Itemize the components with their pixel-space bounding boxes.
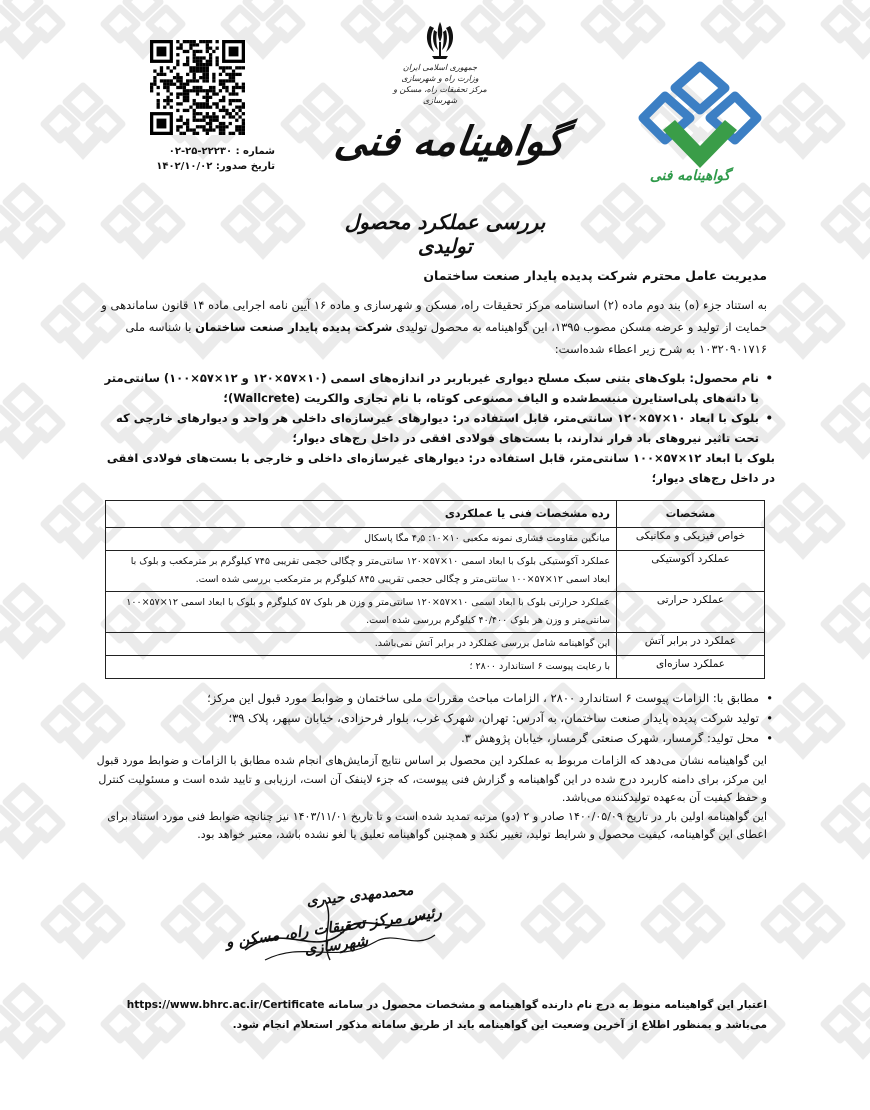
row-value: میانگین مقاومت فشاری نمونه مکعبی ۱۰×۱۰: ۴٫۵ مگا پاسکال <box>106 528 617 551</box>
ministry-line: وزارت راه و شهرسازی <box>401 74 479 83</box>
watermark-tile <box>580 0 666 66</box>
row-value: این گواهینامه شامل بررسی عملکرد در برابر آتش نمی‌باشد. <box>106 633 617 656</box>
watermark-tile <box>760 480 846 566</box>
watermark-tile <box>820 0 870 66</box>
signatory-name: محمدمهدی حیدری <box>305 882 415 910</box>
watermark-tile <box>100 180 186 266</box>
bullet-production-site: • محل تولید: گرمسار، شهرک صنعتی گرمسار، خیابان پژوهش ۳. <box>95 728 775 748</box>
watermark-tile <box>700 0 786 66</box>
table-row <box>106 528 765 551</box>
page-subtitle: بررسی عملکرد محصول تولیدی <box>344 210 546 258</box>
date-value: ۱۴۰۲/۱۰/۰۲ <box>156 161 213 172</box>
intro-paragraph <box>95 294 767 360</box>
row-label: عملکرد حرارتی <box>617 592 765 633</box>
row-value: عملکرد آکوستیکی بلوک با ابعاد اسمی ۱۰×۵۷×۱۲۰ سانتی‌متر و چگالی حجمی تقریبی ۷۴۵ کیلوگرم بر مترمکعب و بلوک با ابعاد اسمی ۱۲×۵۷×۱۰۰ سانتی‌متر و چگالی حجمی تقریبی ۸۴۵ کیلوگرم بر مترمکعب بررسی شده است. <box>106 551 617 592</box>
note-paragraph: این گواهینامه نشان می‌دهد که الزامات مربوط به عملکرد این محصول بر اساس نتایج آزمایش‌های انجام شده مطابق با الزامات و ضوابط مورد قبول این مرکز، برای دامنه کاربرد درج شده در این گواهینامه و گزارش فنی پیوست، که جزء لاینفک آن است، ارزیابی و تایید شده است و مسئولیت کنترل و حفظ کیفیت آن به‌عهده تولیدکننده می‌باشد. <box>96 754 767 804</box>
bullet-product-name: • نام محصول: بلوک‌های بتنی سبک مسلح دیواری غیرباربر در اندازه‌های اسمی (۱۰×۵۷×۱۲۰ و ۱۲×۵۷×۱۰۰) سانتی‌متر با دانه‌های پلی‌استایرن منبسط‌شده و الیاف مصنوعی کوتاه، با نام تجاری والکریت (Wallcrete)؛ <box>95 368 775 408</box>
logo-caption: گواهینامه فنی <box>649 168 731 184</box>
row-label: خواص فیزیکی و مکانیکی <box>617 528 765 551</box>
watermark-tile <box>340 0 426 66</box>
table-header-class: رده مشخصات فنی یا عملکردی <box>106 501 617 528</box>
watermark-tile <box>0 380 66 466</box>
certificate-logo-icon <box>635 58 765 178</box>
table-row <box>106 633 765 656</box>
watermark-tile <box>760 880 846 966</box>
notes <box>95 752 767 845</box>
note-paragraph: این گواهینامه اولین بار در تاریخ ۱۴۰۰/۰۵/۰۹ صادر و ۲ (دو) مرتبه تمدید شده است و تا تاریخ ۱۴۰۳/۱۱/۰۱ نیز چنانچه ضوابط فنی مورد استناد برای اعطای این گواهینامه، کیفیت محصول و شرایط تولید، تغییر نکند و همچنین گواهینامه تعلیق یا لغو نشده باشد، معتبر خواهد بود. <box>107 809 767 841</box>
ministry-line: مرکز تحقیقات راه، مسکن و شهرسازی <box>393 85 487 105</box>
table-row <box>106 551 765 592</box>
number-label: شماره : <box>235 146 275 157</box>
certificate-url-link[interactable]: https://www.bhrc.ac.ir/Certificate <box>126 999 325 1011</box>
watermark-tile <box>0 0 66 66</box>
watermark-tile <box>820 980 870 1066</box>
watermark-tile <box>640 880 726 966</box>
watermark-tile <box>220 180 306 266</box>
bullet-producer: • تولید شرکت پدیده پایدار صنعت ساختمان، به آدرس: تهران، شهرک غرب، بلوار فرحزادی، خیابان سپهر، پلاک ۳۹؛ <box>95 708 775 728</box>
watermark-tile <box>460 0 546 66</box>
watermark-tile <box>40 80 126 166</box>
row-label: عملکرد سازه‌ای <box>617 656 765 679</box>
watermark-tile <box>820 580 870 666</box>
watermark-tile <box>0 780 66 866</box>
watermark-tile <box>0 580 66 666</box>
footer-text: اعتبار این گواهینامه منوط به درج نام دارنده گواهینامه و مشخصات محصول در سامانه <box>328 999 767 1011</box>
ministry-line: جمهوری اسلامی ایران <box>402 63 478 72</box>
watermark-tile <box>700 180 786 266</box>
row-value: عملکرد حرارتی بلوک با ابعاد اسمی ۱۰×۵۷×۱۲۰ سانتی‌متر و وزن هر بلوک ۵۷ کیلوگرم و بلوک با ابعاد اسمی ۱۲×۵۷×۱۰۰ سانتی‌متر و وزن هر بلوک ۴۰/۴۰۰ کیلوگرم بررسی شده است. <box>106 592 617 633</box>
watermark-tile <box>40 880 126 966</box>
product-bullets <box>95 368 775 488</box>
certificate-meta <box>130 144 275 174</box>
intro-text: به استناد جزء (ه) بند دوم ماده (۲) اساسنامه مرکز تحقیقات راه، مسکن و شهرسازی و ماده ۱۶ آیین نامه اجرایی ماده ۱۴ قانون ساماندهی و حمایت از تولید و عرضه مسکن مصوب ۱۳۹۵، این گواهینامه به محصول تولیدی <box>101 298 767 334</box>
intro-tail: با شناسه ملی ۱۰۳۲۰۹۰۱۷۱۶ به شرح زیر اعطاء شده‌است: <box>125 320 767 356</box>
ministry-header <box>385 62 495 106</box>
signatory-title: رئیس مرکز تحقیقات راه، مسکن و شهرسازی <box>224 903 443 959</box>
row-label: عملکرد در برابر آتش <box>617 633 765 656</box>
row-label: عملکرد آکوستیکی <box>617 551 765 592</box>
table-header-row <box>106 501 765 528</box>
table-row <box>106 656 765 679</box>
number-value: ۲۲۲۳۰-۲۵-۰۲ <box>168 146 233 157</box>
qr-code <box>150 40 245 135</box>
compliance-bullets <box>95 688 775 748</box>
table-row <box>106 592 765 633</box>
watermark-tile <box>520 880 606 966</box>
watermark-tile <box>580 180 666 266</box>
page-title: گواهینامه فنی <box>331 118 569 165</box>
table-header-specs: مشخصات <box>617 501 765 528</box>
row-value: با رعایت پیوست ۶ استاندارد ۲۸۰۰ ؛ <box>106 656 617 679</box>
watermark-tile <box>820 380 870 466</box>
bullet-compliance: • مطابق با: الزامات پیوست ۶ استاندارد ۲۸۰۰ ، الزامات مباحث مقررات ملی ساختمان و ضوابط مورد قبول این مرکز؛ <box>95 688 775 708</box>
watermark-tile <box>820 780 870 866</box>
watermark-tile <box>0 980 66 1066</box>
company-name: شرکت پدیده پایدار صنعت ساختمان <box>195 320 393 334</box>
iran-emblem-icon <box>420 18 460 60</box>
watermark-tile <box>760 80 846 166</box>
addressee: مدیریت عامل محترم شرکت پدیده پایدار صنعت ساختمان <box>423 268 767 283</box>
bullet-block-10: • بلوک با ابعاد ۱۰×۵۷×۱۲۰ سانتی‌متر، قابل استفاده در: دیوارهای غیرسازه‌ای داخلی هر واحد و دیوارهای خارجی که تحت تاثیر نیروهای باد قرار ندارند، با بست‌های فولادی افقی در داخل رج‌های دیوار؛ <box>95 408 775 448</box>
footer-text-2: می‌باشد و بمنظور اطلاع از آخرین وضعیت این گواهینامه باید از طریق سامانه مذکور استعلام انجام شود. <box>232 1019 767 1031</box>
spec-table <box>105 500 765 679</box>
footer-note <box>95 995 767 1035</box>
watermark-tile <box>820 180 870 266</box>
watermark-tile <box>0 180 66 266</box>
bullet-block-12: بلوک با ابعاد ۱۲×۵۷×۱۰۰ سانتی‌متر، قابل استفاده در: دیوارهای غیرسازه‌ای داخلی و خارجی با بست‌های فولادی افقی در داخل رج‌های دیوار؛ <box>106 451 775 485</box>
date-label: تاریخ صدور: <box>215 161 275 172</box>
watermark-tile <box>760 280 846 366</box>
